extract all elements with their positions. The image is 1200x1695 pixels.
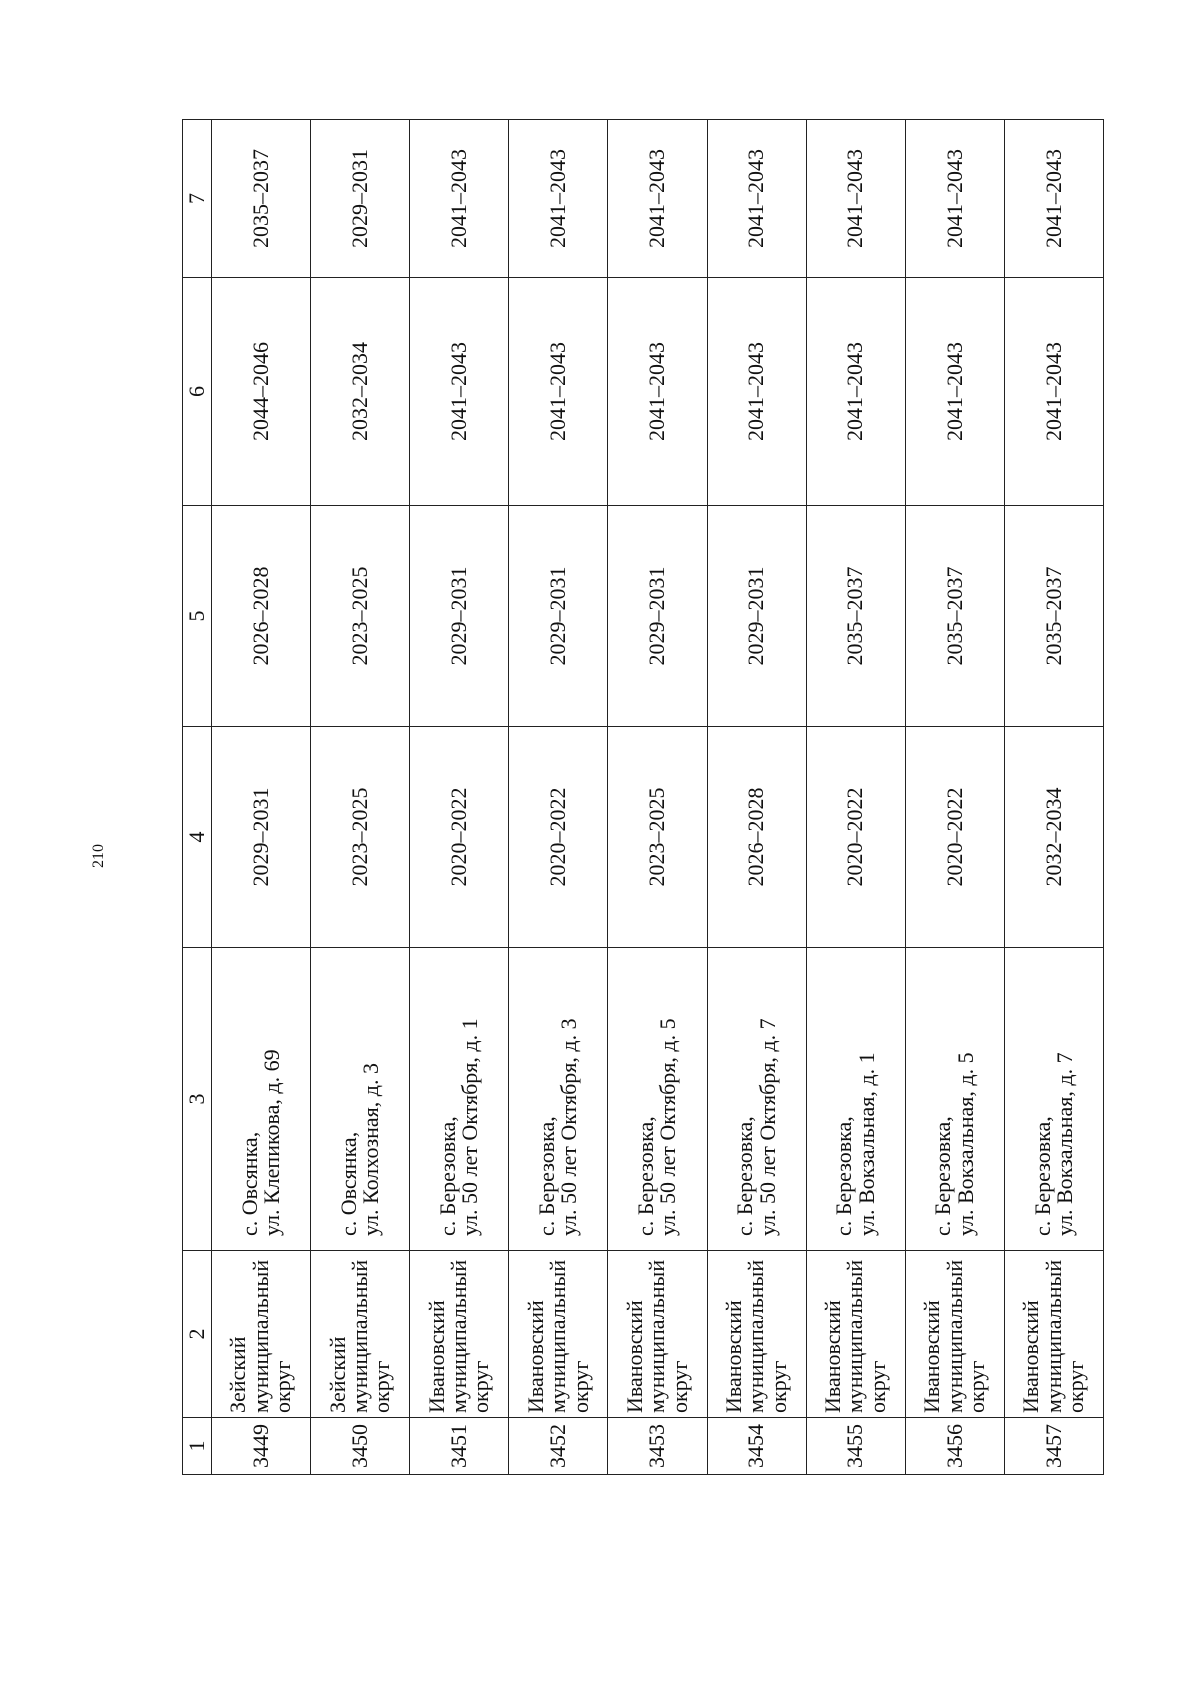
column-header-7: 7 <box>183 120 212 278</box>
column-header-5: 5 <box>183 506 212 727</box>
row-number: 3450 <box>311 1418 410 1475</box>
district-line: Ивановский <box>820 1300 846 1413</box>
period-cell-col-6: 2041–2043 <box>707 278 806 506</box>
period-cell-col-6: 2041–2043 <box>806 278 905 506</box>
table-row <box>509 120 608 1475</box>
district-line: Зейский <box>225 1336 251 1413</box>
period-cell-col-7: 2041–2043 <box>806 120 905 278</box>
address-line: с. Березовка, <box>633 1116 659 1236</box>
district-line: Ивановский <box>1018 1300 1044 1413</box>
address-cell <box>410 948 509 1251</box>
district-line: округ <box>666 1360 692 1413</box>
district-line: округ <box>765 1360 791 1413</box>
district-cell <box>707 1251 806 1418</box>
district-line: округ <box>1063 1360 1089 1413</box>
row-number: 3449 <box>212 1418 311 1475</box>
address-line: с. Березовка, <box>831 1116 857 1236</box>
district-line: Ивановский <box>720 1300 746 1413</box>
district-line: муниципальный <box>644 1259 670 1413</box>
row-number: 3455 <box>806 1418 905 1475</box>
district-cell <box>608 1251 707 1418</box>
district-cell <box>806 1251 905 1418</box>
period-cell-col-5: 2035–2037 <box>905 506 1004 727</box>
district-cell <box>905 1251 1004 1418</box>
row-number: 3457 <box>1004 1418 1103 1475</box>
column-header-1: 1 <box>183 1418 212 1475</box>
address-cell <box>1004 948 1103 1251</box>
address-line: ул. 50 лет Октября, д. 7 <box>754 1018 780 1236</box>
table-row <box>806 120 905 1475</box>
district-line: муниципальный <box>346 1259 372 1413</box>
column-header-3: 3 <box>183 948 212 1251</box>
table-row <box>608 120 707 1475</box>
period-cell-col-4: 2026–2028 <box>707 727 806 948</box>
period-cell-col-4: 2020–2022 <box>509 727 608 948</box>
district-line: муниципальный <box>941 1259 967 1413</box>
period-cell-col-5: 2029–2031 <box>410 506 509 727</box>
address-line: ул. Вокзальная, д. 5 <box>952 1052 978 1236</box>
district-line: округ <box>567 1360 593 1413</box>
row-number: 3452 <box>509 1418 608 1475</box>
address-cell <box>608 948 707 1251</box>
row-number: 3454 <box>707 1418 806 1475</box>
address-line: с. Березовка, <box>930 1116 956 1236</box>
address-line: ул. Вокзальная, д. 7 <box>1051 1052 1077 1236</box>
district-line: округ <box>964 1360 990 1413</box>
period-cell-col-5: 2029–2031 <box>608 506 707 727</box>
table-body <box>212 120 1104 1475</box>
period-cell-col-4: 2032–2034 <box>1004 727 1103 948</box>
row-number: 3453 <box>608 1418 707 1475</box>
district-line: муниципальный <box>545 1259 571 1413</box>
district-line: Ивановский <box>621 1300 647 1413</box>
period-cell-col-6: 2041–2043 <box>509 278 608 506</box>
period-cell-col-6: 2041–2043 <box>905 278 1004 506</box>
address-cell <box>806 948 905 1251</box>
district-line: округ <box>369 1360 395 1413</box>
address-line: ул. 50 лет Октября, д. 1 <box>457 1018 483 1236</box>
period-cell-col-5: 2029–2031 <box>707 506 806 727</box>
district-cell <box>509 1251 608 1418</box>
district-line: округ <box>864 1360 890 1413</box>
address-cell <box>311 948 410 1251</box>
table-row <box>707 120 806 1475</box>
address-line: с. Овсянка, <box>335 1131 361 1236</box>
period-cell-col-6: 2044–2046 <box>212 278 311 506</box>
schedule-table <box>182 119 1104 1475</box>
address-line: ул. Клепикова, д. 69 <box>259 1049 285 1236</box>
district-line: муниципальный <box>1040 1259 1066 1413</box>
column-header-6: 6 <box>183 278 212 506</box>
period-cell-col-7: 2041–2043 <box>1004 120 1103 278</box>
district-line: муниципальный <box>842 1259 868 1413</box>
page-number: 210 <box>90 844 107 868</box>
row-number: 3451 <box>410 1418 509 1475</box>
period-cell-col-6: 2041–2043 <box>410 278 509 506</box>
district-line: Зейский <box>324 1336 350 1413</box>
period-cell-col-5: 2035–2037 <box>1004 506 1103 727</box>
period-cell-col-4: 2029–2031 <box>212 727 311 948</box>
district-line: Ивановский <box>522 1300 548 1413</box>
column-header-4: 4 <box>183 727 212 948</box>
district-line: округ <box>270 1360 296 1413</box>
period-cell-col-6: 2041–2043 <box>608 278 707 506</box>
district-cell <box>1004 1251 1103 1418</box>
period-cell-col-7: 2029–2031 <box>311 120 410 278</box>
district-line: Ивановский <box>919 1300 945 1413</box>
address-line: с. Березовка, <box>732 1116 758 1236</box>
address-cell <box>905 948 1004 1251</box>
address-cell <box>707 948 806 1251</box>
period-cell-col-6: 2041–2043 <box>1004 278 1103 506</box>
address-line: с. Березовка, <box>434 1116 460 1236</box>
period-cell-col-4: 2020–2022 <box>410 727 509 948</box>
table-row <box>905 120 1004 1475</box>
column-header-2: 2 <box>183 1251 212 1418</box>
district-line: округ <box>468 1360 494 1413</box>
period-cell-col-7: 2041–2043 <box>608 120 707 278</box>
address-line: ул. Колхозная, д. 3 <box>358 1063 384 1236</box>
address-line: ул. 50 лет Октября, д. 3 <box>556 1018 582 1236</box>
table-frame <box>182 120 1104 1475</box>
period-cell-col-4: 2023–2025 <box>311 727 410 948</box>
period-cell-col-4: 2020–2022 <box>905 727 1004 948</box>
address-line: с. Березовка, <box>533 1116 559 1236</box>
table-header-row <box>183 120 212 1475</box>
address-line: с. Овсянка, <box>236 1131 262 1236</box>
period-cell-col-7: 2041–2043 <box>509 120 608 278</box>
period-cell-col-7: 2041–2043 <box>410 120 509 278</box>
district-cell <box>311 1251 410 1418</box>
district-cell <box>410 1251 509 1418</box>
table-row <box>1004 120 1103 1475</box>
period-cell-col-7: 2035–2037 <box>212 120 311 278</box>
period-cell-col-6: 2032–2034 <box>311 278 410 506</box>
table-row <box>410 120 509 1475</box>
address-cell <box>212 948 311 1251</box>
row-number: 3456 <box>905 1418 1004 1475</box>
address-line: с. Березовка, <box>1029 1116 1055 1236</box>
district-line: муниципальный <box>743 1259 769 1413</box>
period-cell-col-4: 2020–2022 <box>806 727 905 948</box>
district-line: муниципальный <box>446 1259 472 1413</box>
address-line: ул. Вокзальная, д. 1 <box>853 1052 879 1236</box>
period-cell-col-7: 2041–2043 <box>707 120 806 278</box>
district-line: муниципальный <box>247 1259 273 1413</box>
address-cell <box>509 948 608 1251</box>
address-line: ул. 50 лет Октября, д. 5 <box>655 1018 681 1236</box>
period-cell-col-5: 2029–2031 <box>509 506 608 727</box>
period-cell-col-7: 2041–2043 <box>905 120 1004 278</box>
period-cell-col-5: 2035–2037 <box>806 506 905 727</box>
period-cell-col-5: 2023–2025 <box>311 506 410 727</box>
district-cell <box>212 1251 311 1418</box>
period-cell-col-5: 2026–2028 <box>212 506 311 727</box>
table-row <box>311 120 410 1475</box>
period-cell-col-4: 2023–2025 <box>608 727 707 948</box>
table-row <box>212 120 311 1475</box>
district-line: Ивановский <box>423 1300 449 1413</box>
